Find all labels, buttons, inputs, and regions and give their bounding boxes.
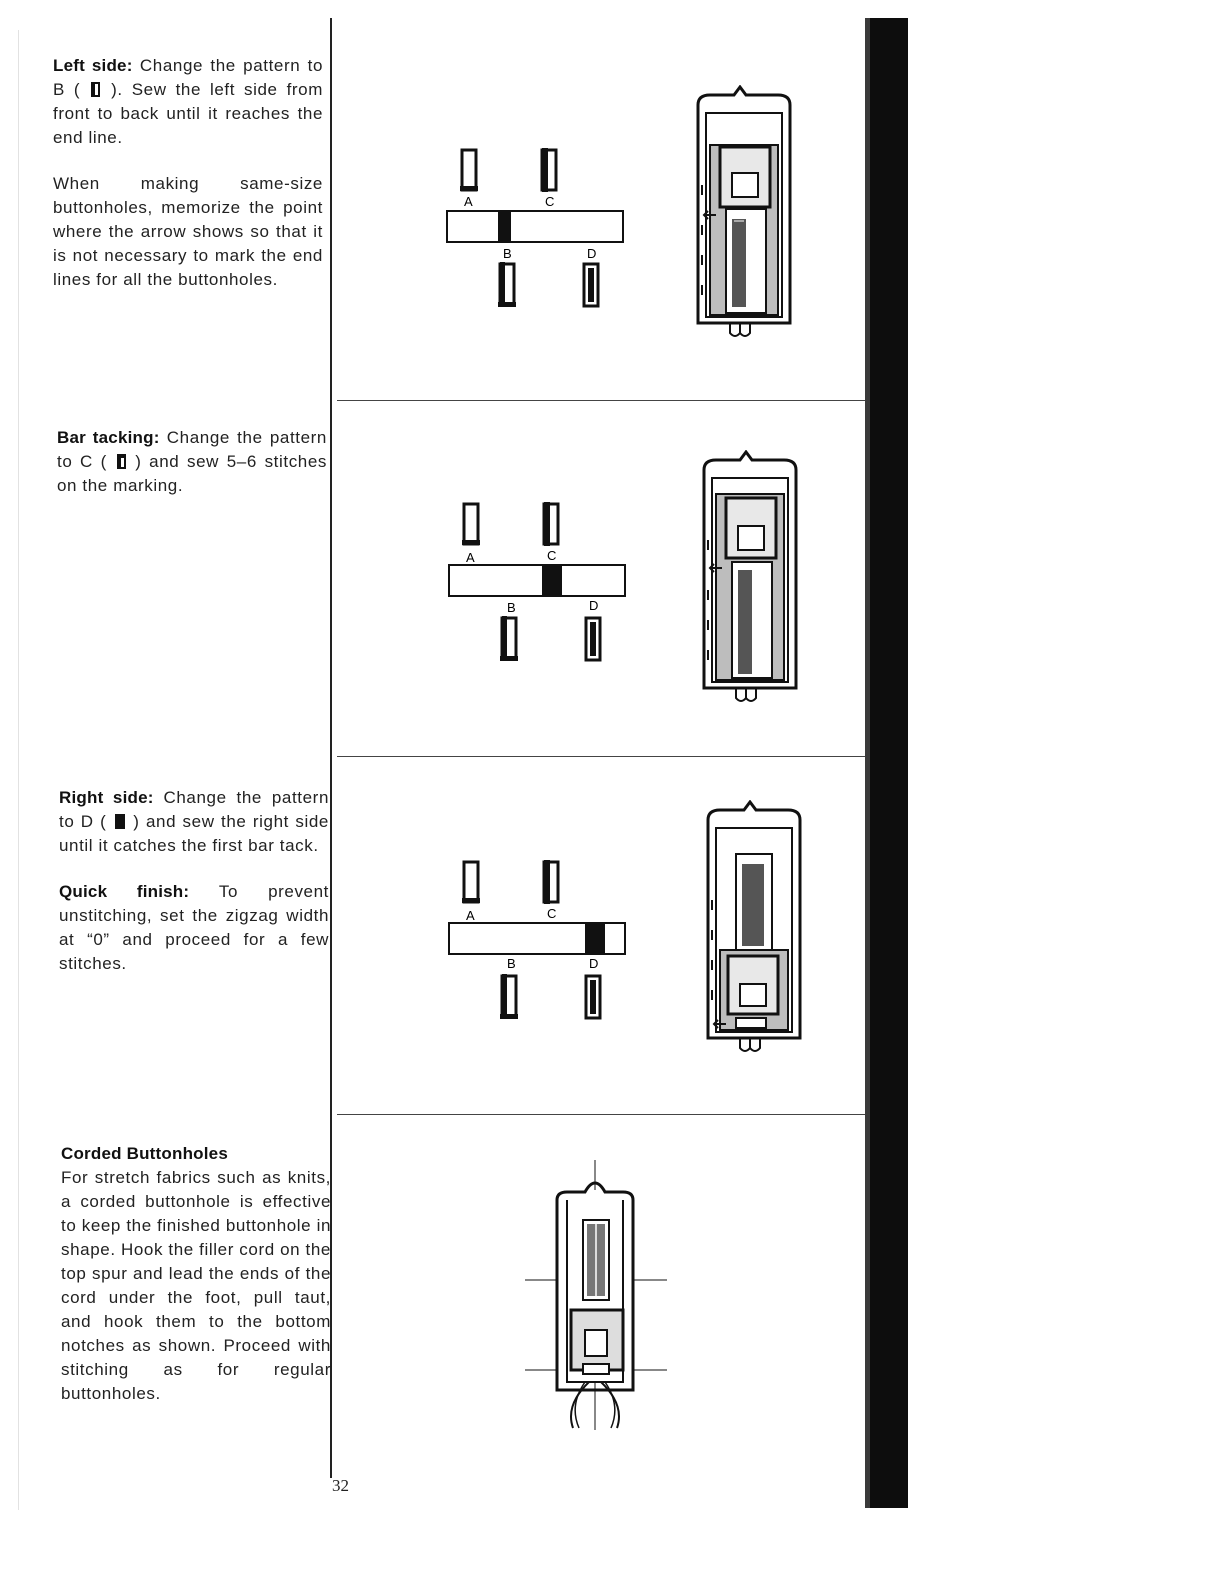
svg-text:A: A: [466, 550, 475, 565]
pattern-selector-diagram-3: [442, 852, 642, 1032]
selector-indicator: [585, 923, 605, 954]
right-side-instructions: [59, 786, 329, 998]
selector-scale: [447, 211, 623, 242]
page-number: 32: [332, 1476, 349, 1495]
bar-tacking-label: Bar tacking:: [57, 428, 160, 447]
pattern-selector-diagram-1: [440, 140, 640, 320]
selector-indicator: [542, 565, 562, 596]
svg-text:D: D: [589, 598, 599, 613]
section-divider-1: [337, 400, 872, 401]
pattern-d-symbol: [115, 814, 125, 829]
marker-c-label: C: [545, 194, 555, 209]
buttonhole-foot-diagram-2: [696, 450, 806, 710]
right-side-paragraph: Right side: Change the pattern to D ( ) and sew the right side until it catches the first bar tack.: [59, 788, 329, 855]
svg-text:B: B: [507, 956, 516, 971]
corded-buttonhole-foot-diagram: [525, 1160, 675, 1440]
quick-finish-paragraph: Quick finish: To prevent unstitching, set the zigzag width at “0” and proceed for a few stitches.: [59, 882, 329, 973]
section-divider-2: [337, 756, 872, 757]
svg-text:B: B: [507, 600, 516, 615]
svg-text:D: D: [589, 956, 599, 971]
corded-buttonholes-heading: Corded Buttonholes: [61, 1144, 228, 1163]
quick-finish-label: Quick finish:: [59, 882, 190, 901]
page-edge: [18, 30, 19, 1510]
corded-buttonholes-instructions: [61, 1142, 331, 1428]
section-divider-3: [337, 1114, 872, 1115]
right-side-label: Right side:: [59, 788, 154, 807]
left-side-paragraph: Left side: Change the pattern to B ( ). Sew the left side from front to back until it reaches the end line.: [53, 56, 323, 147]
buttonhole-foot-diagram-1: [690, 85, 800, 345]
marker-b-label: B: [503, 246, 512, 261]
left-side-instructions: [53, 54, 323, 314]
pattern-a-icon: [462, 150, 476, 190]
page-edge-shadow: [870, 18, 908, 1508]
pattern-selector-diagram-2: [442, 494, 642, 674]
pattern-c-symbol: [117, 454, 126, 469]
marker-d-label: D: [587, 246, 597, 261]
svg-text:C: C: [547, 548, 557, 563]
same-size-note: When making same-size buttonholes, memorize the point where the arrow shows so that it is not necessary to mark the end lines for all the buttonholes.: [53, 174, 323, 289]
left-side-label: Left side:: [53, 56, 133, 75]
svg-text:C: C: [547, 906, 557, 921]
svg-text:A: A: [466, 908, 475, 923]
buttonhole-foot-diagram-3: [700, 800, 810, 1060]
bar-tacking-paragraph: Bar tacking: Change the pattern to C ( ) and sew 5–6 stitches on the marking.: [57, 428, 328, 495]
selector-indicator: [498, 211, 511, 242]
pattern-b-symbol: [91, 82, 100, 97]
marker-a-label: A: [464, 194, 473, 209]
bar-tacking-instructions: [57, 426, 327, 520]
corded-buttonholes-paragraph: For stretch fabrics such as knits, a corded buttonhole is effective to keep the finished buttonhole in shape. Hook the filler cord on the top spur and lead the ends of the cord under the foot, pull taut, and hook them to the bottom notches as shown. Proceed with stitching as for regular buttonholes.: [61, 1168, 331, 1403]
